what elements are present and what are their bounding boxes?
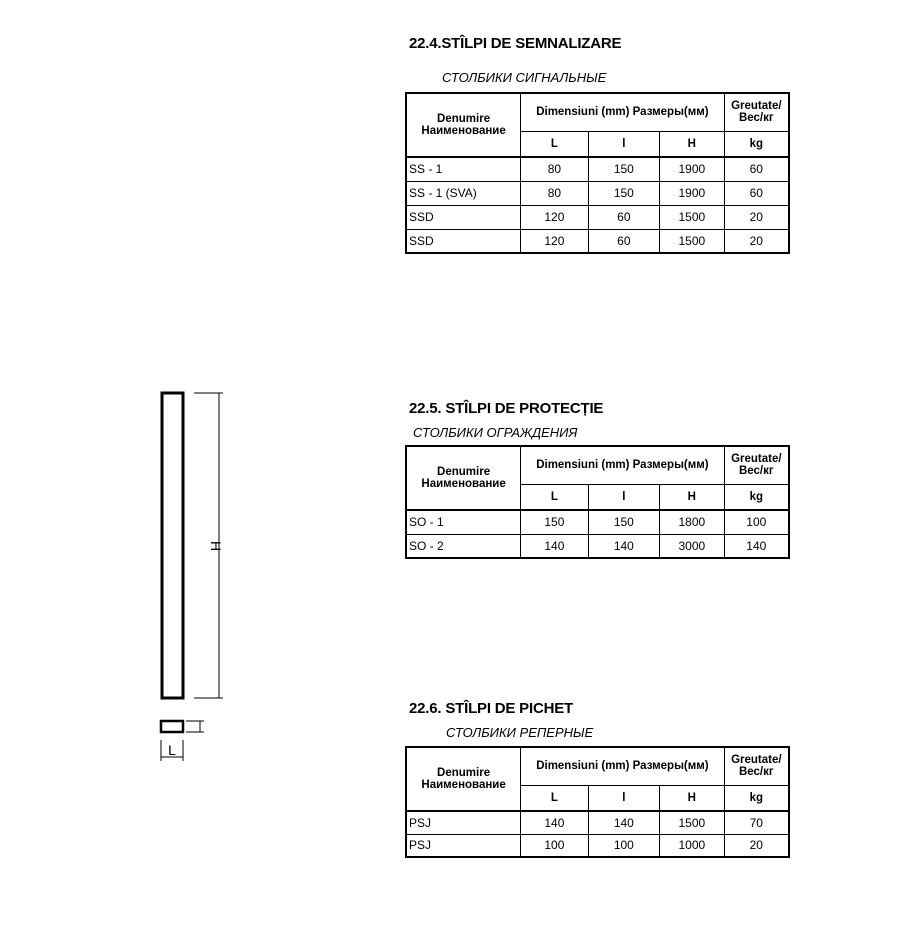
height-label: H (208, 540, 224, 552)
section-title-signal-posts: 22.4.STÎLPI DE SEMNALIZARE (409, 35, 622, 52)
cell-name: SS - 1 (406, 157, 521, 181)
cell-L: 140 (521, 811, 588, 834)
cell-l: 100 (588, 834, 659, 857)
header-dimensions: Dimensiuni (mm) Размеры(мм) (521, 446, 724, 484)
cell-kg: 60 (724, 157, 789, 181)
cell-l: 150 (588, 510, 659, 534)
section-subtitle-picket-posts: СТОЛБИКИ РЕПЕРНЫЕ (446, 725, 594, 740)
picket-posts-table (405, 746, 790, 858)
cell-kg: 140 (724, 534, 789, 558)
header-dimensions: Dimensiuni (mm) Размеры(мм) (521, 747, 724, 785)
header-col-L: L (521, 785, 588, 811)
header-name: Denumire Наименование (406, 93, 521, 157)
header-col-l: l (588, 785, 659, 811)
table-row (406, 229, 789, 253)
header-col-L: L (521, 484, 588, 510)
section-title-picket-posts: 22.6. STÎLPI DE PICHET (409, 700, 573, 717)
header-col-H: H (660, 785, 725, 811)
cell-name: SO - 1 (406, 510, 521, 534)
cell-kg: 20 (724, 205, 789, 229)
table-row (406, 811, 789, 834)
post-elevation (162, 393, 183, 698)
cell-L: 120 (521, 229, 588, 253)
section-subtitle-signal-posts: СТОЛБИКИ СИГНАЛЬНЫЕ (442, 70, 607, 85)
table-row (406, 205, 789, 229)
table-row (406, 157, 789, 181)
cell-L: 150 (521, 510, 588, 534)
header-weight: Greutate/ Вес/кг (724, 747, 789, 785)
cell-l: 60 (588, 205, 659, 229)
length-label: L (168, 742, 176, 758)
header-col-H: H (660, 484, 725, 510)
header-weight: Greutate/ Вес/кг (724, 93, 789, 131)
cell-H: 1900 (660, 181, 725, 205)
section-subtitle-protection-posts: СТОЛБИКИ ОГРАЖДЕНИЯ (413, 425, 578, 440)
cell-H: 1500 (660, 205, 725, 229)
header-col-kg: kg (724, 131, 789, 157)
cell-l: 60 (588, 229, 659, 253)
cell-name: SS - 1 (SVA) (406, 181, 521, 205)
cell-name: PSJ (406, 811, 521, 834)
post-section (161, 721, 183, 732)
header-col-kg: kg (724, 484, 789, 510)
signal-posts-table (405, 92, 790, 254)
header-col-l: l (588, 131, 659, 157)
header-col-H: H (660, 131, 725, 157)
cell-name: PSJ (406, 834, 521, 857)
cell-kg: 60 (724, 181, 789, 205)
header-col-L: L (521, 131, 588, 157)
section-title-protection-posts: 22.5. STÎLPI DE PROTECȚIE (409, 400, 604, 417)
table-row (406, 181, 789, 205)
cell-H: 1000 (660, 834, 725, 857)
cell-l: 150 (588, 181, 659, 205)
cell-kg: 20 (724, 229, 789, 253)
cell-name: SSD (406, 205, 521, 229)
cell-L: 120 (521, 205, 588, 229)
cell-L: 80 (521, 181, 588, 205)
cell-name: SO - 2 (406, 534, 521, 558)
cell-l: 140 (588, 811, 659, 834)
table-row (406, 834, 789, 857)
table-row (406, 534, 789, 558)
cell-H: 1500 (660, 229, 725, 253)
cell-L: 140 (521, 534, 588, 558)
cell-H: 3000 (660, 534, 725, 558)
table-row (406, 510, 789, 534)
cell-L: 80 (521, 157, 588, 181)
cell-kg: 20 (724, 834, 789, 857)
cell-name: SSD (406, 229, 521, 253)
cell-H: 1900 (660, 157, 725, 181)
header-dimensions: Dimensiuni (mm) Размеры(мм) (521, 93, 724, 131)
cell-l: 140 (588, 534, 659, 558)
header-col-l: l (588, 484, 659, 510)
protection-posts-table (405, 445, 790, 559)
header-weight: Greutate/ Вес/кг (724, 446, 789, 484)
cell-l: 150 (588, 157, 659, 181)
cell-H: 1800 (660, 510, 725, 534)
header-name: Denumire Наименование (406, 446, 521, 510)
cell-H: 1500 (660, 811, 725, 834)
header-col-kg: kg (724, 785, 789, 811)
cell-L: 100 (521, 834, 588, 857)
header-name: Denumire Наименование (406, 747, 521, 811)
cell-kg: 100 (724, 510, 789, 534)
cell-kg: 70 (724, 811, 789, 834)
